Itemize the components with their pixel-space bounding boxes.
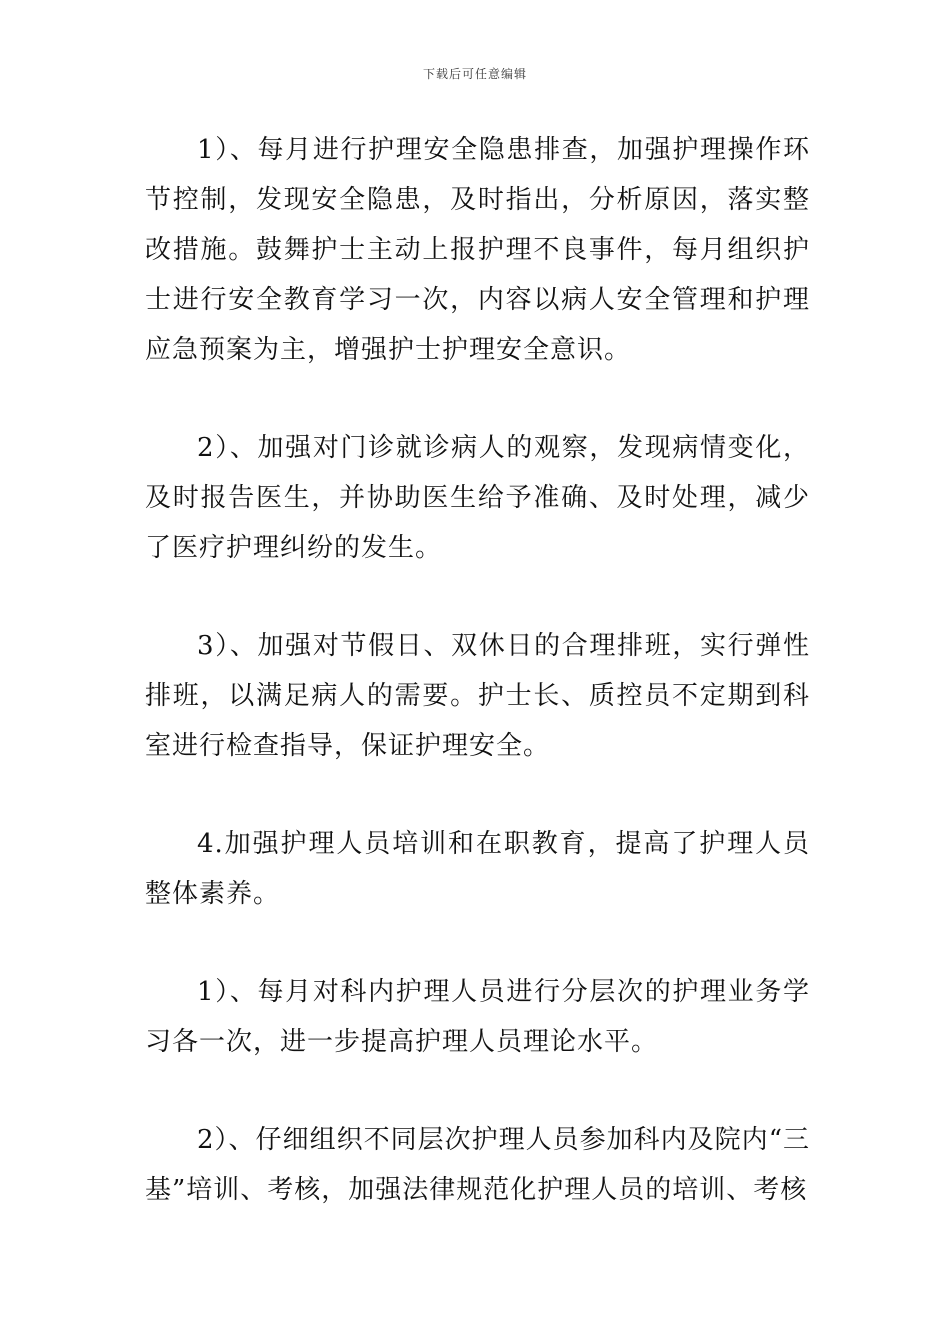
page-header: 下载后可任意编辑	[422, 67, 527, 81]
paragraph-holiday-scheduling: 3）、加强对节假日、双休日的合理排班，实行弹性排班，以满足病人的需要。护士长、质控员不定期到科室进行检查指导，保证护理安全。	[145, 631, 810, 761]
paragraph-safety-inspection: 1）、每月进行护理安全隐患排查，加强护理操作环节控制，发现安全隐患，及时指出，分析原因，落实整改措施。鼓舞护士主动上报护理不良事件，每月组织护士进行安全教育学习一次，内容以病人安全管理和护理应急预案为主，增强护士护理安全意识。	[145, 135, 810, 365]
paragraph-three-basics-training: 2）、仔细组织不同层次护理人员参加科内及院内“三基”培训、考核，加强法律规范化护理人员的培训、考核	[145, 1125, 810, 1205]
document-body	[145, 125, 810, 1263]
paragraph-training-heading: 4.加强护理人员培训和在职教育，提高了护理人员整体素养。	[145, 829, 810, 909]
paragraph-monthly-study: 1）、每月对科内护理人员进行分层次的护理业务学习各一次，进一步提高护理人员理论水平。	[145, 977, 810, 1057]
paragraph-outpatient-observation: 2）、加强对门诊就诊病人的观察，发现病情变化，及时报告医生，并协助医生给予准确、及时处理，减少了医疗护理纠纷的发生。	[145, 433, 810, 563]
